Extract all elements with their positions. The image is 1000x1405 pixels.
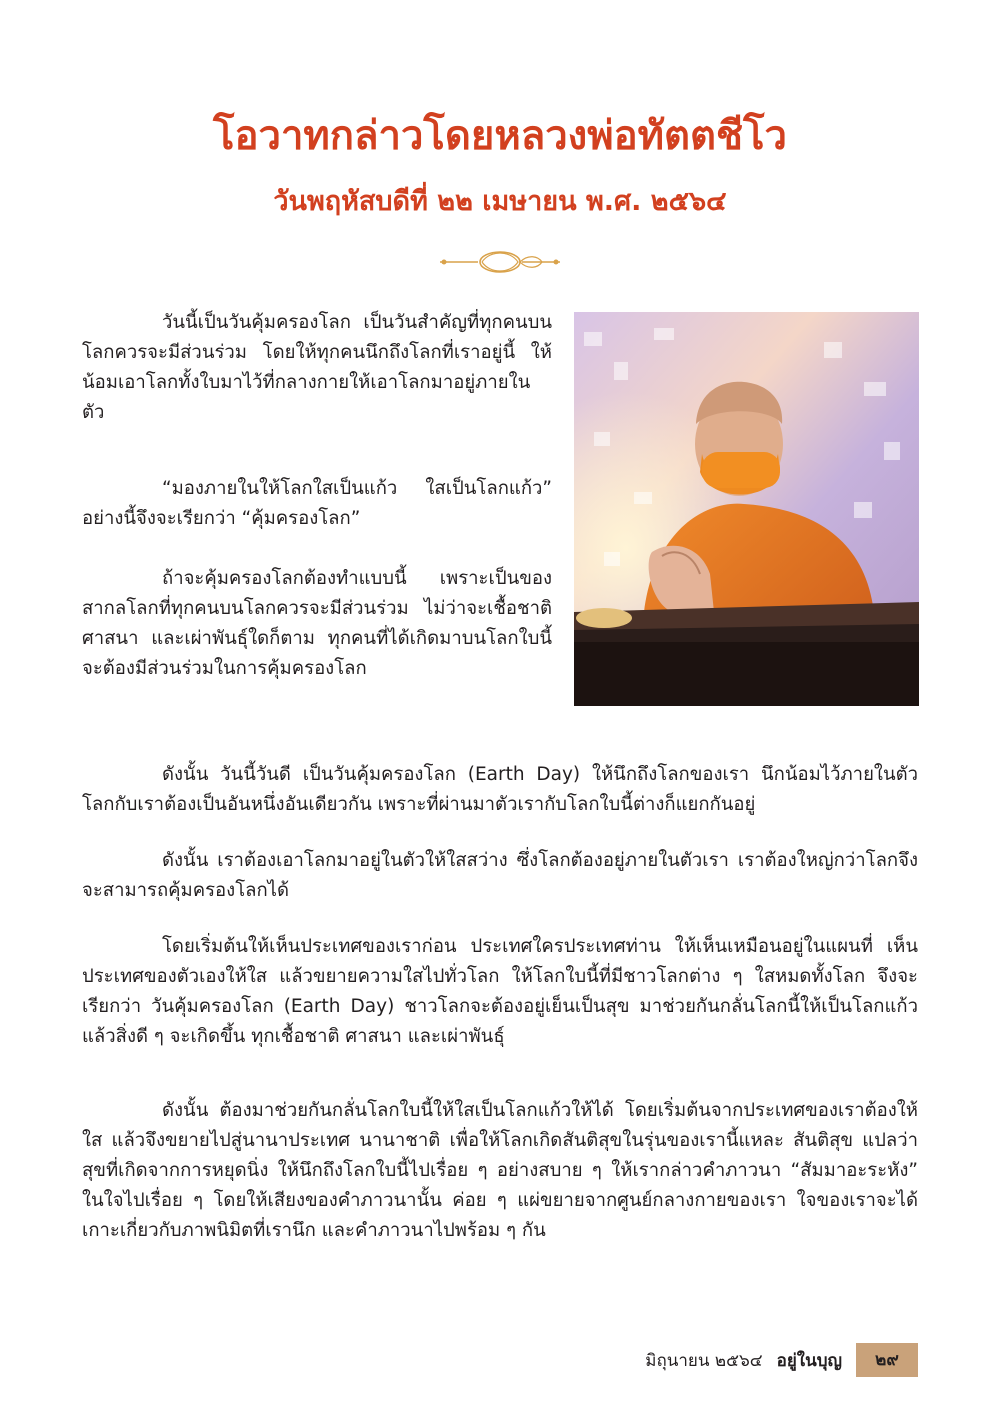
page-footer [645,1342,918,1378]
paragraph-7: ดังนั้น ต้องมาช่วยกันกลั่นโลกใบนี้ให้ใสเป็นโลกแก้วให้ได้ โดยเริ่มต้นจากประเทศของเราต้องให้ใส แล้วจึงขยายไปสู่นานาประเทศ นานาชาติ เพื่อให้โลกเกิดสันติสุขในรุ่นของเรานี้แหละ สันติสุข แปลว่า สุขที่เกิดจากการหยุดนิ่ง ให้นึกถึงโลกใบนี้ไปเรื่อย ๆ อย่างสบาย ๆ ให้เรากล่าวคำภาวนา “สัมมาอะระหัง” ในใจไปเรื่อย ๆ โดยให้เสียงของคำภาวนานั้น ค่อย ๆ แผ่ขยายจากศูนย์กลางกายของเรา ใจของเราจะได้เกาะเกี่ยวกับภาพนิมิตที่เรานึก และคำภาวนาไปพร้อม ๆ กัน [82,1100,918,1241]
article-date: วันพฤหัสบดีที่ ๒๒ เมษายน พ.ศ. ๒๕๖๔ [273,186,727,217]
page-number: ๒๙ [856,1343,918,1377]
paragraph-4: ดังนั้น วันนี้วันดี เป็นวันคุ้มครองโลก (Earth Day) ให้นึกถึงโลกของเรา นึกน้อมไว้ภายในตัว โลกกับเราต้องเป็นอันหนึ่งอันเดียวกัน เพราะที่ผ่านมาตัวเรากับโลกใบนี้ต่างก็แยกกันอยู่ [82,764,918,815]
paragraph-3: ถ้าจะคุ้มครองโลกต้องทำแบบนี้ เพราะเป็นของสากลโลกที่ทุกคนบนโลกควรจะมีส่วนร่วม ไม่ว่าจะเชื้อชาติ ศาสนา และเผ่าพันธุ์ใดก็ตาม ทุกคนที่ได้เกิดมาบนโลกใบนี้ จะต้องมีส่วนร่วมในการคุ้มครองโลก [82,568,552,679]
monk-photo [574,312,919,706]
paragraph-6: โดยเริ่มต้นให้เห็นประเทศของเราก่อน ประเทศใครประเทศท่าน ให้เห็นเหมือนอยู่ในแผนที่ เห็นประเทศของตัวเองให้ใส แล้วขยายความใสไปทั่วโลก ให้โลกใบนี้ที่มีชาวโลกต่าง ๆ ใสหมดทั้งโลก จึงจะเรียกว่า วันคุ้มครองโลก (Earth Day) ชาวโลกจะต้องอยู่เย็นเป็นสุข มาช่วยกันกลั่นโลกนี้ให้เป็นโลกแก้ว แล้วสิ่งดี ๆ จะเกิดขึ้น ทุกเชื้อชาติ ศาสนา และเผ่าพันธุ์ [82,936,918,1047]
issue-date: มิถุนายน ๒๕๖๔ [645,1350,763,1371]
paragraph-1: วันนี้เป็นวันคุ้มครองโลก เป็นวันสำคัญที่ทุกคนบนโลกควรจะมีส่วนร่วม โดยให้ทุกคนนึกถึงโลกที่เราอยู่นี้ ให้น้อมเอาโลกทั้งใบมาไว้ที่กลางกายให้เอาโลกมาอยู่ภายในตัว [82,312,552,423]
article-title: โอวาทกล่าวโดยหลวงพ่อทัตตชีโว [212,113,788,159]
paragraph-5: ดังนั้น เราต้องเอาโลกมาอยู่ในตัวให้ใสสว่าง ซึ่งโลกต้องอยู่ภายในตัวเรา เราต้องใหญ่กว่าโลกจึงจะสามารถคุ้มครองโลกได้ [82,850,918,901]
paragraph-2: “มองภายในให้โลกใสเป็นแก้ว ใสเป็นโลกแก้ว” อย่างนี้จึงจะเรียกว่า “คุ้มครองโลก” [82,478,552,529]
decorative-divider [438,244,562,280]
magazine-name: อยู่ในบุญ [776,1350,842,1371]
